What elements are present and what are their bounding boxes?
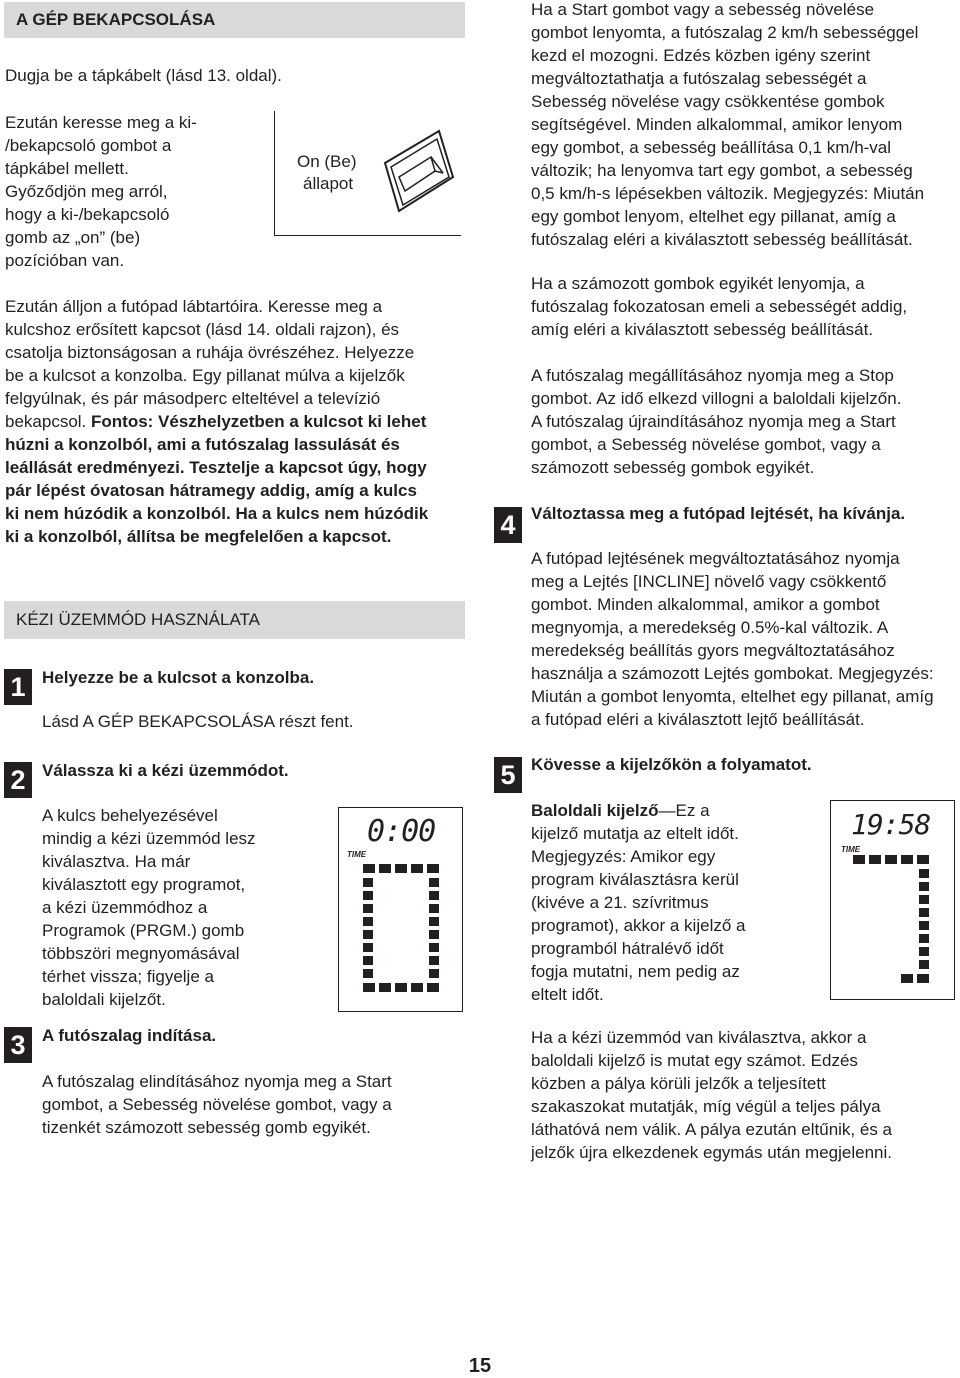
text-line: A futószalag elindításához nyomja meg a Start (42, 1072, 392, 1091)
text-line: kijelző mutatja az eltelt időt. (531, 824, 739, 843)
text-line: többszöri megnyomásával (42, 944, 240, 963)
lcd-time-label: TIME (347, 850, 367, 859)
text-line: gombot lenyomta, a futószalag 2 km/h sebességgel (531, 23, 919, 42)
text-line: pozícióban van. (5, 251, 125, 270)
text-normal: bekapcsol. (5, 412, 87, 431)
text-line: amíg eléri a kiválasztott sebesség beállítását. (531, 320, 874, 339)
step-number-3: 3 (4, 1027, 32, 1063)
text-line-bold: leállását eredményezi. Tesztelje a kapcsot úgy, hogy (5, 458, 427, 477)
text-line: meg a Lejtés [INCLINE] növelő vagy csökkentő (531, 572, 887, 591)
step-number-1: 1 (4, 669, 32, 705)
text-line: program kiválasztásra kerül (531, 870, 739, 889)
text-line: számozott sebesség gombok egyikét. (531, 458, 815, 477)
lcd-time-readout: 0:00 (367, 814, 436, 849)
text-line: Ezután álljon a futópad lábtartóira. Keresse meg a (5, 297, 383, 316)
paragraph-plug-in: Dugja be a tápkábelt (lásd 13. oldal). (5, 66, 282, 85)
text-line: gombot, a Sebesség növelése gombot, vagy a (531, 435, 881, 454)
step-1-heading: Helyezze be a kulcsot a konzolba. (42, 668, 315, 687)
power-switch-illustration (274, 111, 461, 236)
section-title-text: KÉZI ÜZEMMÓD HASZNÁLATA (16, 610, 261, 629)
text-line: meredekség beállítás gyors megváltoztatásához (531, 641, 895, 660)
text-line: használja a számozott Lejtés gombokat. Megjegyzés: (531, 664, 934, 683)
text-line: hogy a ki-/bekapcsoló (5, 205, 170, 224)
text-line: futószalag fokozatosan emeli a sebességét addig, (531, 297, 908, 316)
text-line: eltelt időt. (531, 985, 604, 1004)
step-number-2: 2 (4, 762, 32, 798)
text-line: A futószalag újraindításához nyomja meg a Start (531, 412, 896, 431)
text-line: Ezután keresse meg a ki- (5, 113, 197, 132)
text-bold: Fontos: Vészhelyzetben a kulcsot ki lehet (86, 412, 427, 431)
track-segments-partial (853, 855, 933, 995)
text-line: kezd el mozogni. Edzés közben igény szerint (531, 46, 871, 65)
step-number-4: 4 (494, 507, 522, 543)
text-line: be a kulcsot a konzolba. Egy pillanat múlva a kijelzők (5, 366, 405, 385)
text-line: kiválasztva. Ha már (42, 852, 191, 871)
text-line-bold: ki nem húzódik a konzolból. Ha a kulcs nem húzódik (5, 504, 429, 523)
text-line-bold: ki a konzolból, állítsa be megfelelően a kapcsot. (5, 527, 392, 546)
step-2-heading: Válassza ki a kézi üzemmódot. (42, 761, 289, 780)
text-line: gomb az „on” (be) (5, 228, 141, 247)
text-line: Miután a gombot lenyomta, eltelhet egy pillanat, amíg (531, 687, 934, 706)
rocker-switch-icon (379, 127, 459, 217)
text-line: (kivéve a 21. szívritmus (531, 893, 709, 912)
lcd-time-label: TIME (841, 845, 861, 854)
text-line: gombot. Az idő elkezd villogni a baloldali kijelzőn. (531, 389, 902, 408)
text-line: Ha a Start gombot vagy a sebesség növelése (531, 0, 875, 19)
text-line-bold: pár lépést óvatosan hátramegy addig, amíg a kulcs (5, 481, 417, 500)
text-line: Ha a kézi üzemmód van kiválasztva, akkor a (531, 1028, 867, 1047)
text-line: /bekapcsoló gombot a (5, 136, 172, 155)
text-line: szakaszokat mutatják, míg végül a teljes pálya (531, 1097, 881, 1116)
section-title-power-on (4, 2, 465, 38)
text-line: baloldali kijelzőt. (42, 990, 166, 1009)
text-line: megváltoztathatja a futószalag sebességét a (531, 69, 867, 88)
text-line: Győződjön meg arról, (5, 182, 168, 201)
text-line: segítségével. Minden alkalommal, amikor lenyom (531, 115, 903, 134)
text-line: kiválasztott egy programot, (42, 875, 246, 894)
switch-label-on: On (Be) (297, 152, 357, 171)
text-line: térhet vissza; figyelje a (42, 967, 214, 986)
text-line: baloldali kijelző is mutat egy számot. Edzés (531, 1051, 858, 1070)
step-number-5: 5 (494, 757, 522, 793)
text-line: egy gombot, a sebesség beállítása 0,1 km/h-val (531, 138, 892, 157)
step-5-heading: Kövesse a kijelzőkön a folyamatot. (531, 755, 812, 774)
text-line: Programok (PRGM.) gomb (42, 921, 245, 940)
text-line: változik; ha lenyomva tart egy gombot, a sebesség (531, 161, 913, 180)
text-line: egy gombot lenyom, eltelhet egy pillanat, amíg a (531, 207, 896, 226)
text-line: közben a pálya körüli jelzők a teljesített (531, 1074, 826, 1093)
text-line: Sebesség növelése vagy csökkentése gombok (531, 92, 885, 111)
lcd-time-readout: 19:58 (851, 808, 931, 841)
step-1-text: Lásd A GÉP BEKAPCSOLÁSA részt fent. (42, 712, 354, 731)
console-display-manual (338, 807, 463, 1012)
console-display-program (830, 800, 955, 1000)
text-line: Ha a számozott gombok egyikét lenyomja, a (531, 274, 865, 293)
text-line: programot), akkor a kijelző a (531, 916, 746, 935)
subheading-rest: —Ez a (658, 801, 710, 820)
text-line: gombot. Minden alkalommal, amikor a gombot (531, 595, 880, 614)
text-line: fogja mutatni, nem pedig az (531, 962, 740, 981)
text-line: a kézi üzemmódhoz a (42, 898, 208, 917)
text-line: láthatóvá nem válik. A pálya ezután eltűnik, és a (531, 1120, 893, 1139)
text-line-bold: húzni a konzolból, ami a futószalag lassulását és (5, 435, 400, 454)
text-line: jelzők újra elkezdenek egymás után megjelenni. (531, 1143, 892, 1162)
track-segments-full (363, 864, 443, 1004)
text-line: Megjegyzés: Amikor egy (531, 847, 716, 866)
text-line: programból hátralévő időt (531, 939, 724, 958)
left-display-subheading (531, 799, 710, 822)
text-line: kulcshoz erősített kapcsot (lásd 14. oldali rajzon), és (5, 320, 400, 339)
text-line: csatolja biztonságosan a ruhája övrészéhez. Helyezze (5, 343, 415, 362)
text-line (5, 410, 426, 433)
text-line: gombot, a Sebesség növelése gombot, vagy a (42, 1095, 392, 1114)
page-number: 15 (468, 1355, 492, 1377)
text-line: A kulcs behelyezésével (42, 806, 218, 825)
text-line: a futópad eléri a kiválasztott lejtő beállítását. (531, 710, 865, 729)
text-line: tizenkét számozott sebesség gomb egyikét. (42, 1118, 371, 1137)
step-4-heading: Változtassa meg a futópad lejtését, ha kívánja. (531, 504, 906, 523)
text-line: A futópad lejtésének megváltoztatásához nyomja (531, 549, 900, 568)
text-line: tápkábel mellett. (5, 159, 129, 178)
switch-label-state: állapot (303, 174, 354, 193)
text-line: 0,5 km/h-s lépésekben változik. Megjegyzés: Miután (531, 184, 925, 203)
text-line: futószalag eléri a kiválasztott sebesség beállítását. (531, 230, 913, 249)
text-line: felgyúlnak, és pár másodperc elteltével a televízió (5, 389, 381, 408)
text-line: megnyomja, a meredekség 0.5%-kal változik. A (531, 618, 889, 637)
section-title-text: A GÉP BEKAPCSOLÁSA (16, 10, 216, 29)
subheading-bold: Baloldali kijelző (531, 801, 659, 820)
text-line: A futószalag megállításához nyomja meg a Stop (531, 366, 894, 385)
section-title-manual-mode (4, 601, 465, 639)
text-line: mindig a kézi üzemmód lesz (42, 829, 256, 848)
step-3-heading: A futószalag indítása. (42, 1026, 217, 1045)
